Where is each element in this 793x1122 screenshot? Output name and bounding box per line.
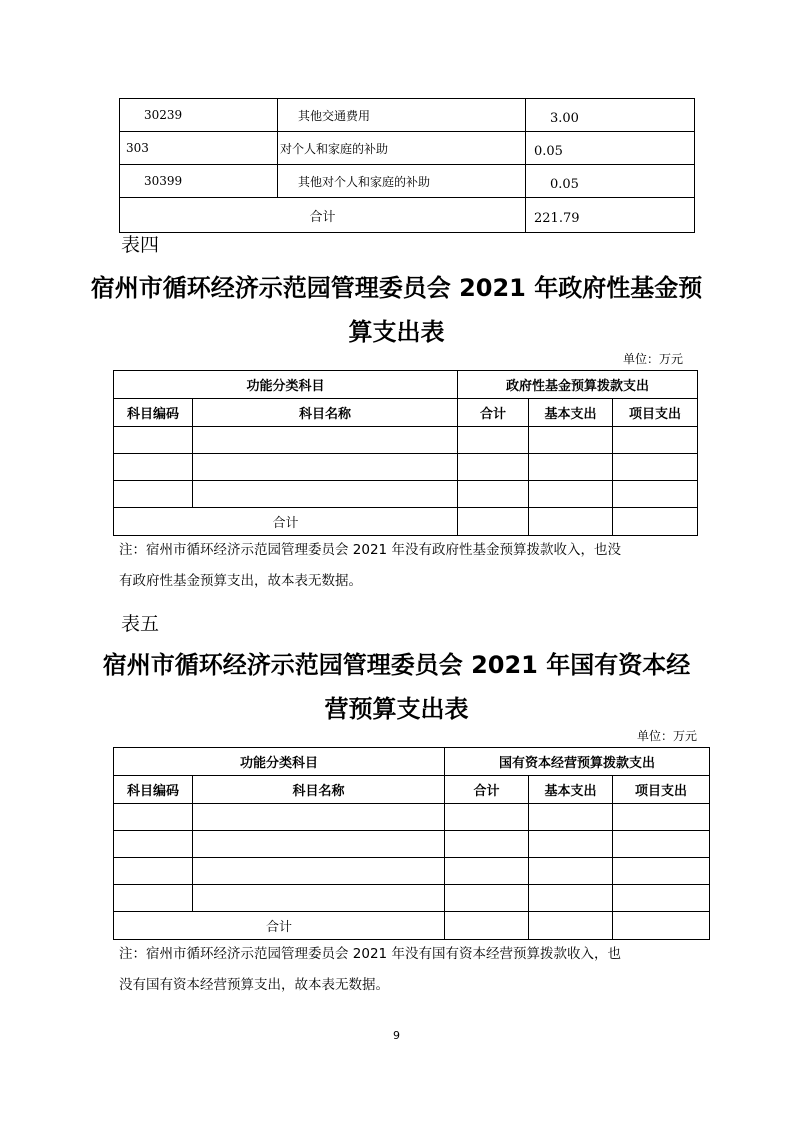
- table5-note: [119, 939, 719, 1001]
- col-header-name: 科目名称: [193, 399, 458, 427]
- group-header-functional: 功能分类科目: [114, 371, 458, 399]
- expenditure-detail-table-continued: [119, 98, 695, 233]
- note-line: 有政府性基金预算支出，故本表无数据。: [119, 573, 362, 589]
- col-header-total: 合计: [445, 776, 529, 804]
- table4-note: [119, 535, 719, 597]
- amount: 0.05: [526, 132, 695, 165]
- note-line: 没有国有资本经营预算支出，故本表无数据。: [119, 977, 389, 993]
- amount: 0.05: [526, 165, 695, 198]
- table-row: [114, 804, 710, 831]
- group-header-fund: 政府性基金预算拨款支出: [458, 371, 698, 399]
- table-row: [114, 858, 710, 885]
- subject-name: 其他对个人和家庭的补助: [278, 165, 526, 198]
- page-number: 9: [393, 1029, 400, 1042]
- total-row: [114, 912, 710, 940]
- col-header-project: 项目支出: [613, 399, 698, 427]
- group-header-capital: 国有资本经营预算拨款支出: [445, 748, 710, 776]
- table4-title-line1: 宿州市循环经济示范园管理委员会 2021 年政府性基金预: [90, 274, 703, 302]
- table5-title-line2: 营预算支出表: [324, 695, 469, 723]
- table-row: [120, 165, 695, 198]
- col-header-total: 合计: [458, 399, 529, 427]
- col-header-code: 科目编码: [114, 399, 193, 427]
- subject-code: 30399: [120, 165, 278, 198]
- government-fund-budget-table: [113, 370, 698, 536]
- total-row: [120, 198, 695, 233]
- note-line: 注：宿州市循环经济示范园管理委员会 2021 年没有国有资本经营预算拨款收入，也: [119, 946, 621, 962]
- col-header-name: 科目名称: [193, 776, 445, 804]
- table-row: [120, 132, 695, 165]
- subject-name: 其他交通费用: [278, 99, 526, 132]
- table4-title-line2: 算支出表: [348, 318, 445, 346]
- table-row: [114, 885, 710, 912]
- subject-code: 303: [120, 132, 278, 165]
- amount: 3.00: [526, 99, 695, 132]
- table5-title-line1: 宿州市循环经济示范园管理委员会 2021 年国有资本经: [102, 651, 691, 679]
- subject-code: 30239: [120, 99, 278, 132]
- col-header-basic: 基本支出: [529, 776, 613, 804]
- table-row: [120, 99, 695, 132]
- table-row: [114, 427, 698, 454]
- note-line: 注：宿州市循环经济示范园管理委员会 2021 年没有政府性基金预算拨款收入，也没: [119, 542, 621, 558]
- group-header-functional: 功能分类科目: [114, 748, 445, 776]
- col-header-basic: 基本支出: [529, 399, 613, 427]
- total-label: 合计: [114, 912, 445, 940]
- total-amount: 221.79: [526, 198, 695, 233]
- table-header-row: [114, 371, 698, 399]
- state-capital-budget-table: [113, 747, 710, 940]
- table-row: [114, 831, 710, 858]
- subject-name: 对个人和家庭的补助: [278, 132, 526, 165]
- table-row: [114, 481, 698, 508]
- col-header-project: 项目支出: [613, 776, 710, 804]
- table5-section-label: 表五: [121, 613, 160, 635]
- table-header-row: [114, 748, 710, 776]
- table4-unit: 单位：万元: [623, 352, 684, 366]
- total-label: 合计: [120, 198, 526, 233]
- total-row: [114, 508, 698, 536]
- table-header-row: [114, 399, 698, 427]
- table4-section-label: 表四: [121, 234, 160, 256]
- table-row: [114, 454, 698, 481]
- table5-unit: 单位：万元: [637, 729, 698, 743]
- table-header-row: [114, 776, 710, 804]
- total-label: 合计: [114, 508, 458, 536]
- col-header-code: 科目编码: [114, 776, 193, 804]
